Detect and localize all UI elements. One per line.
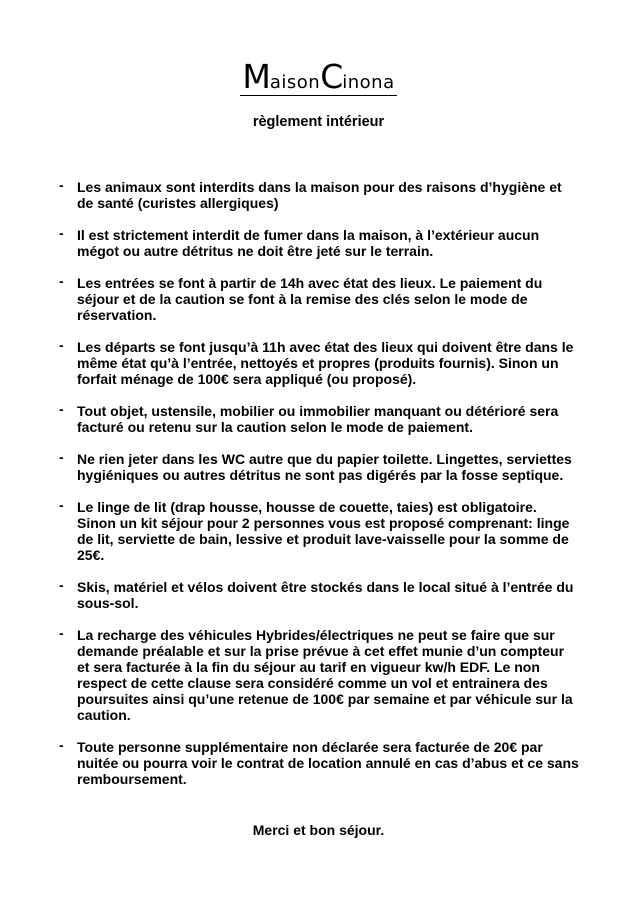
rule-item-toilets	[59, 451, 579, 483]
rule-text: Le linge de lit (drap housse, housse de couette, taies) est obligatoire. Sinon un kit séjour pour 2 personnes vous est proposé comprenant: linge de lit, serviette de bain, lessive et produit lave-vaisselle pour la somme de 25€.	[77, 499, 570, 563]
closing-message: Merci et bon séjour.	[252, 822, 385, 838]
rules-list	[59, 179, 579, 803]
rule-item-check-out	[59, 339, 579, 387]
logo-wordmark	[240, 57, 396, 96]
bullet-dash: -	[59, 577, 64, 593]
logo-initial-c: C	[320, 57, 343, 96]
rule-item-extra-guests	[59, 739, 579, 787]
rule-item-ev-charging	[59, 627, 579, 723]
bullet-dash: -	[59, 737, 64, 753]
logo-initial-m: M	[242, 57, 270, 96]
rule-item-linen	[59, 499, 579, 563]
rule-text: Ne rien jeter dans les WC autre que du papier toilette. Lingettes, serviettes hygiéniques ou autres détritus ne sont pas digérés par la fosse septique.	[77, 451, 572, 483]
bullet-dash: -	[59, 497, 64, 513]
rule-text: Les animaux sont interdits dans la maison pour des raisons d’hygiène et de santé (curistes allergiques)	[77, 179, 562, 211]
rule-text: Les départs se font jusqu’à 11h avec état des lieux qui doivent être dans le même état qu’à l’entrée, nettoyés et propres (produits fournis). Sinon un forfait ménage de 100€ sera appliqué (ou proposé).	[77, 339, 574, 387]
rule-item-animals	[59, 179, 579, 211]
logo-text-inona: inona	[342, 72, 395, 93]
rule-text: Toute personne supplémentaire non déclarée sera facturée de 20€ par nuitée ou pourra voir le contrat de location annulé en cas d’abus et ce sans remboursement.	[77, 739, 579, 787]
rule-text: La recharge des véhicules Hybrides/électriques ne peut se faire que sur demande préalable et sur la prise prévue à cet effet munie d’un compteur et sera facturée à la fin du séjour au tarif en vigueur kw/h EDF. Le non respect de cette clause sera considéré comme un vol et entrainera des poursuites ainsi qu’une retenue de 100€ par semaine et par véhicule sur la caution.	[77, 627, 573, 723]
bullet-dash: -	[59, 273, 64, 289]
rule-item-smoking	[59, 227, 579, 259]
document-subtitle: règlement intérieur	[252, 114, 385, 130]
bullet-dash: -	[59, 177, 64, 193]
rule-item-damage	[59, 403, 579, 435]
bullet-dash: -	[59, 401, 64, 417]
rule-text: Tout objet, ustensile, mobilier ou immobilier manquant ou détérioré sera facturé ou retenu sur la caution selon le mode de paiement.	[77, 403, 559, 435]
bullet-dash: -	[59, 225, 64, 241]
rule-item-ski-storage	[59, 579, 579, 611]
bullet-dash: -	[59, 625, 64, 641]
rule-text: Les entrées se font à partir de 14h avec état des lieux. Le paiement du séjour et de la caution se font à la remise des clés selon le mode de réservation.	[77, 275, 543, 323]
logo	[0, 57, 637, 96]
rule-text: Skis, matériel et vélos doivent être stockés dans le local situé à l’entrée du sous-sol.	[77, 579, 574, 611]
logo-text-aison: aison	[269, 72, 321, 93]
bullet-dash: -	[59, 337, 64, 353]
bullet-dash: -	[59, 449, 64, 465]
rule-item-check-in	[59, 275, 579, 323]
rule-text: Il est strictement interdit de fumer dans la maison, à l’extérieur aucun mégot ou autre détritus ne doit être jeté sur le terrain.	[77, 227, 540, 259]
